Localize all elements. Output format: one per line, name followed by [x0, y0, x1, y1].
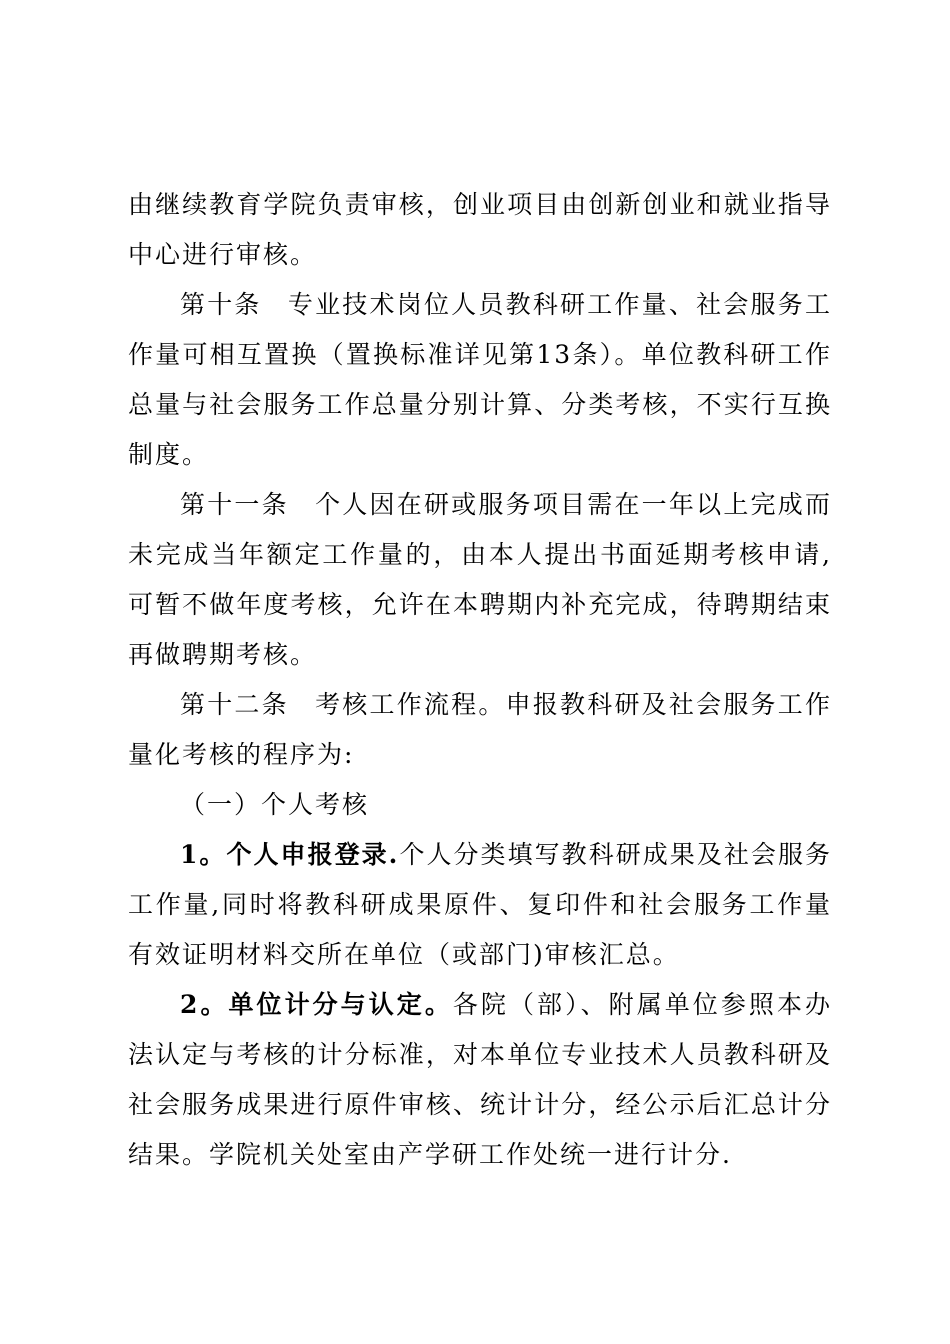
article-10-body: 专业技术岗位人员教科研工作量、社会服务工作量可相互置换（置换标准详见第13条）。单位教科研工作总量与社会服务工作总量分别计算、分类考核，不实行互换制度。 — [128, 290, 832, 469]
step-2-body: 各院（部）、附属单位参照本办法认定与考核的计分标准，对本单位专业技术人员教科研及社会服务成果进行原件审核、统计计分，经公示后汇总计分结果。学院机关处室由产学研工作处统一进行计分. — [128, 990, 832, 1169]
article-11-heading: 第十一条 — [180, 490, 289, 519]
article-11-body: 个人因在研或服务项目需在一年以上完成而未完成当年额定工作量的，由本人提出书面延期考核申请,可暂不做年度考核，允许在本聘期内补充完成，待聘期结束再做聘期考核。 — [128, 490, 832, 669]
step-1-heading: 1。个人申报登录. — [180, 840, 400, 869]
article-10 — [128, 280, 832, 480]
section-personal-assessment: （一）个人考核 — [180, 790, 370, 819]
step-1 — [128, 830, 832, 980]
step-2-heading: 2。单位计分与认定。 — [180, 990, 453, 1019]
article-11 — [128, 480, 832, 680]
document-body — [128, 180, 832, 1180]
article-10-heading: 第十条 — [180, 290, 262, 319]
paragraph-continuation: 由继续教育学院负责审核，创业项目由创新创业和就业指导中心进行审核。 — [128, 190, 832, 269]
article-12 — [128, 680, 832, 780]
step-2 — [128, 980, 832, 1180]
article-12-heading: 第十二条 — [180, 690, 289, 719]
step-1-body: 个人分类填写教科研成果及社会服务工作量,同时将教科研成果原件、复印件和社会服务工作量有效证明材料交所在单位（或部门)审核汇总。 — [128, 840, 832, 969]
article-12-body: 考核工作流程。申报教科研及社会服务工作量化考核的程序为: — [128, 690, 832, 769]
